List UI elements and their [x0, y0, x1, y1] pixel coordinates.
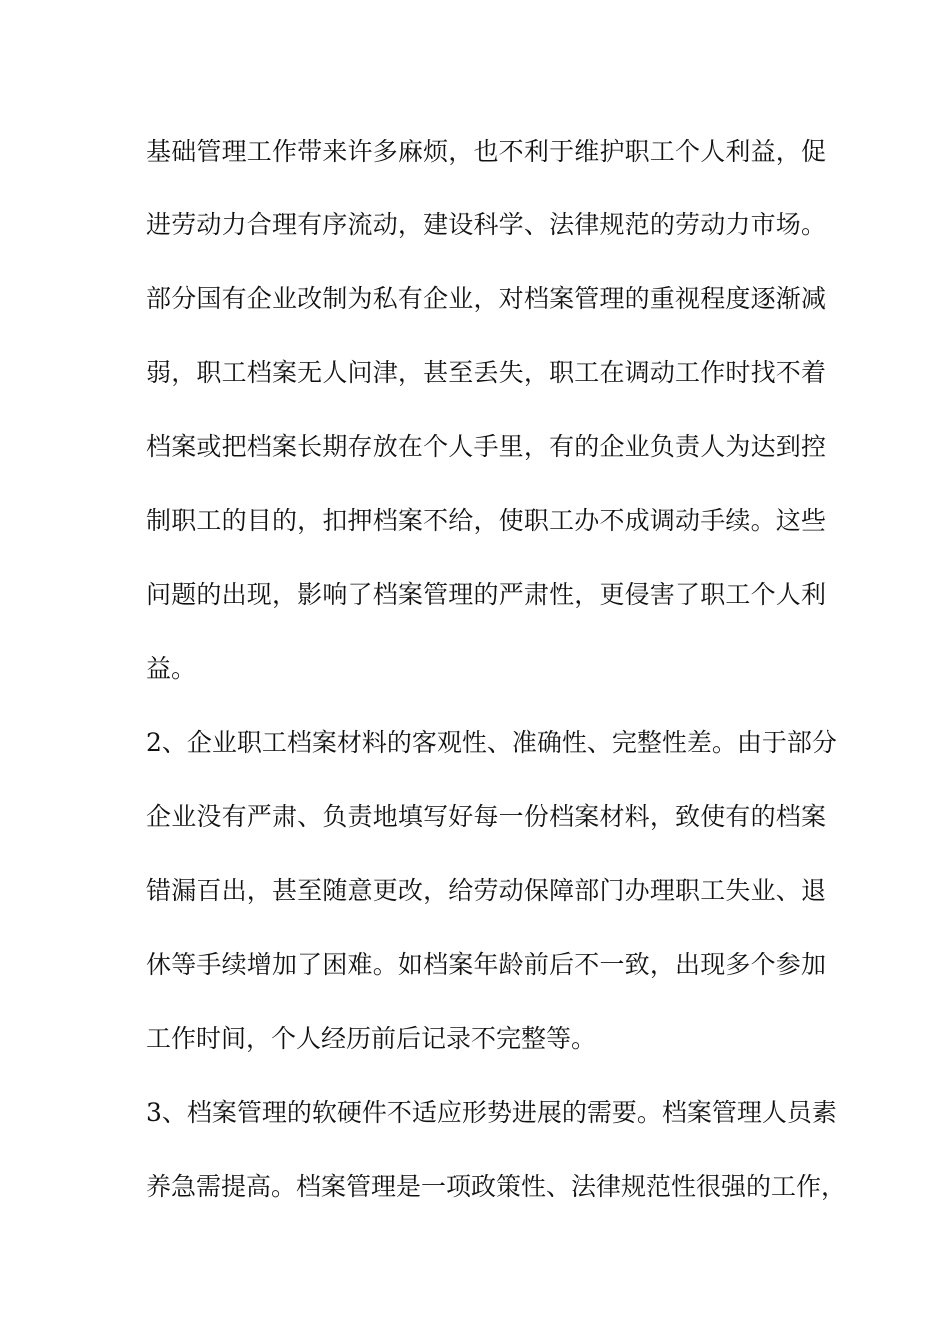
text-line: 休等手续增加了困难。如档案年龄前后不一致，出现多个参加 — [146, 950, 826, 979]
text-line: 企业没有严肃、负责地填写好每一份档案材料，致使有的档案 — [146, 802, 826, 831]
text-line: 3、档案管理的软硬件不适应形势进展的需要。档案管理人员素 — [146, 1098, 837, 1127]
text-line: 档案或把档案长期存放在个人手里，有的企业负责人为达到控 — [146, 432, 826, 461]
text-line: 2、企业职工档案材料的客观性、准确性、完整性差。由于部分 — [146, 728, 837, 757]
text-line: 基础管理工作带来许多麻烦，也不利于维护职工个人利益，促 — [146, 137, 826, 166]
text-line: 养急需提高。档案管理是一项政策性、法律规范性很强的工作， — [146, 1172, 847, 1201]
text-line: 工作时间，个人经历前后记录不完整等。 — [146, 1024, 597, 1053]
text-line: 问题的出现，影响了档案管理的严肃性，更侵害了职工个人利 — [146, 580, 826, 609]
text-line: 制职工的目的，扣押档案不给，使职工办不成调动手续。这些 — [146, 506, 826, 535]
text-line: 部分国有企业改制为私有企业，对档案管理的重视程度逐渐减 — [146, 284, 826, 313]
text-line: 错漏百出，甚至随意更改，给劳动保障部门办理职工失业、退 — [146, 876, 826, 905]
text-line: 进劳动力合理有序流动，建设科学、法律规范的劳动力市场。 — [146, 210, 826, 239]
text-line: 益。 — [146, 654, 197, 683]
text-line: 弱，职工档案无人问津，甚至丢失，职工在调动工作时找不着 — [146, 358, 826, 387]
